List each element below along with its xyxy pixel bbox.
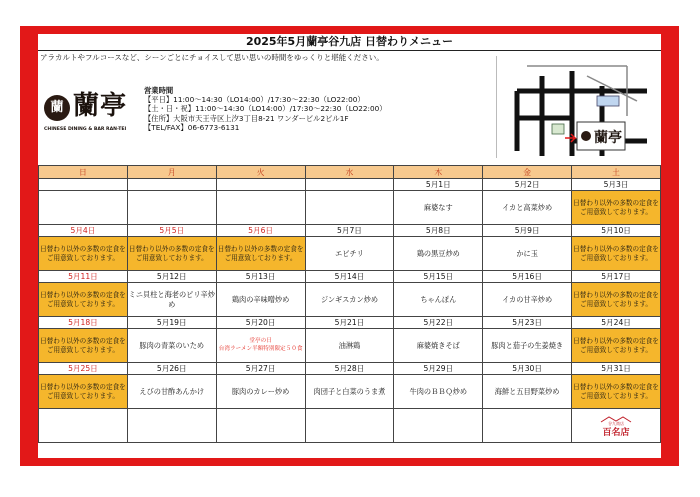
menu-cell-special	[216, 329, 305, 363]
date-cell: 5月27日	[216, 363, 305, 375]
menu-cell: 鶏の黒豆炒め	[394, 237, 483, 271]
badge-cell	[572, 409, 661, 443]
logo-name: 蘭亭	[73, 91, 128, 121]
menu-cell: 牛肉のＢＢＱ炒め	[394, 375, 483, 409]
day-wed: 水	[305, 166, 394, 179]
week-2-dates	[39, 225, 661, 237]
date-cell: 5月19日	[127, 317, 216, 329]
date-cell: 5月8日	[394, 225, 483, 237]
date-cell: 5月15日	[394, 271, 483, 283]
date-cell: 5月9日	[483, 225, 572, 237]
access-map	[496, 56, 657, 158]
menu-cell: かに玉	[483, 237, 572, 271]
day-tue: 火	[216, 166, 305, 179]
empty-cell	[216, 409, 305, 443]
menu-cell-set-meal: 日替わり以外の多数の定食をご用意致しております。	[572, 329, 661, 363]
badge-small-text: 谷九商店	[608, 420, 625, 426]
menu-cell-set-meal: 日替わり以外の多数の定食をご用意致しております。	[127, 237, 216, 271]
date-cell-holiday: 5月11日	[39, 271, 128, 283]
page-title: 2025年5月蘭亭谷九店 日替わりメニュー	[38, 34, 661, 51]
menu-cell: 麻婆なす	[394, 191, 483, 225]
date-cell	[216, 179, 305, 191]
date-cell: 5月29日	[394, 363, 483, 375]
logo-subtitle: CHINESE DINING & BAR RAN-TEI	[44, 127, 127, 132]
menu-cell	[127, 191, 216, 225]
menu-cell	[305, 191, 394, 225]
week-5-dates	[39, 363, 661, 375]
menu-cell: 鶏肉の辛味噌炒め	[216, 283, 305, 317]
badge-main-text: 百名店	[602, 427, 630, 438]
tel-fax: 【TEL/FAX】06-6773-6131	[144, 122, 240, 132]
menu-cell: 肉団子と白菜のうま煮	[305, 375, 394, 409]
date-cell-holiday: 5月18日	[39, 317, 128, 329]
empty-cell	[127, 409, 216, 443]
week-2-menu	[39, 237, 661, 271]
date-cell	[127, 179, 216, 191]
menu-cell: ミニ貝柱と海老のピリ辛炒め	[127, 283, 216, 317]
address: 【住所】大阪市天王寺区上汐3丁目8-21 ワンダービル2ビル1F	[144, 113, 349, 123]
menu-cell: 海鮮と五目野菜炒め	[483, 375, 572, 409]
logo-seal: 蘭	[44, 95, 70, 121]
day-sun: 日	[39, 166, 128, 179]
menu-cell-set-meal: 日替わり以外の多数の定食をご用意致しております。	[572, 191, 661, 225]
menu-cell-set-meal: 日替わり以外の多数の定食をご用意致しております。	[39, 375, 128, 409]
menu-cell	[216, 191, 305, 225]
date-cell-holiday: 5月6日	[216, 225, 305, 237]
date-cell-holiday: 5月5日	[127, 225, 216, 237]
menu-cell: ちゃんぽん	[394, 283, 483, 317]
map-label: 蘭亭	[594, 130, 622, 146]
date-cell: 5月21日	[305, 317, 394, 329]
red-frame	[20, 26, 679, 466]
date-cell: 5月20日	[216, 317, 305, 329]
date-cell: 5月28日	[305, 363, 394, 375]
date-cell: 5月24日	[572, 317, 661, 329]
week-5-menu	[39, 375, 661, 409]
day-mon: 月	[127, 166, 216, 179]
empty-cell	[39, 409, 128, 443]
date-cell: 5月1日	[394, 179, 483, 191]
date-cell: 5月26日	[127, 363, 216, 375]
day-fri: 金	[483, 166, 572, 179]
empty-cell	[305, 409, 394, 443]
menu-sheet	[38, 34, 661, 458]
menu-cell: 豚肉の青菜のいため	[127, 329, 216, 363]
menu-cell-set-meal: 日替わり以外の多数の定食をご用意致しております。	[39, 283, 128, 317]
weekday-header	[39, 166, 661, 179]
menu-cell: イカの甘辛炒め	[483, 283, 572, 317]
date-cell	[305, 179, 394, 191]
date-cell: 5月7日	[305, 225, 394, 237]
menu-cell-set-meal: 日替わり以外の多数の定食をご用意致しております。	[216, 237, 305, 271]
intro-text: アラカルトやフルコースなど、シーンごとにチョイスして思い思いの時間をゆっくりと堪能ください。	[40, 53, 384, 62]
special-line-1: 堂亭の日	[249, 338, 272, 344]
menu-cell-set-meal: 日替わり以外の多数の定食をご用意致しております。	[572, 283, 661, 317]
week-6-empty	[39, 409, 661, 443]
hours-weekend: 【土・日・祝】11:00～14:30（LO14:00）/17:30～22:30（LO22:00）	[144, 104, 387, 114]
menu-cell: 豚肉のカレー炒め	[216, 375, 305, 409]
week-4-menu	[39, 329, 661, 363]
date-cell: 5月12日	[127, 271, 216, 283]
week-3-menu	[39, 283, 661, 317]
date-cell-holiday: 5月25日	[39, 363, 128, 375]
hours-weekday: 【平日】11:00～14:30（LO14:00）/17:30～22:30（LO22:00）	[144, 95, 365, 105]
menu-cell: エビチリ	[305, 237, 394, 271]
week-4-dates	[39, 317, 661, 329]
menu-cell-set-meal: 日替わり以外の多数の定食をご用意致しております。	[572, 237, 661, 271]
week-1-dates	[39, 179, 661, 191]
menu-cell: えびの甘酢あんかけ	[127, 375, 216, 409]
restaurant-logo	[44, 91, 136, 141]
special-line-2: 台湾ラーメン半額特別限定５０食	[218, 345, 303, 352]
menu-cell: 油淋鶏	[305, 329, 394, 363]
menu-cell: ジンギスカン炒め	[305, 283, 394, 317]
date-cell: 5月23日	[483, 317, 572, 329]
menu-cell: 麻婆焼きそば	[394, 329, 483, 363]
hours-heading: 営業時間	[144, 86, 174, 95]
business-info	[144, 86, 474, 132]
date-cell: 5月31日	[572, 363, 661, 375]
date-cell: 5月13日	[216, 271, 305, 283]
date-cell-holiday: 5月4日	[39, 225, 128, 237]
date-cell: 5月10日	[572, 225, 661, 237]
day-sat: 土	[572, 166, 661, 179]
hyakumeiten-badge	[593, 414, 639, 438]
menu-cell	[39, 191, 128, 225]
date-cell: 5月30日	[483, 363, 572, 375]
date-cell: 5月16日	[483, 271, 572, 283]
empty-cell	[483, 409, 572, 443]
menu-cell-set-meal: 日替わり以外の多数の定食をご用意致しております。	[39, 329, 128, 363]
date-cell: 5月17日	[572, 271, 661, 283]
empty-cell	[394, 409, 483, 443]
calendar-grid	[38, 165, 661, 443]
day-thu: 木	[394, 166, 483, 179]
date-cell: 5月3日	[572, 179, 661, 191]
week-1-menu	[39, 191, 661, 225]
date-cell	[39, 179, 128, 191]
date-cell: 5月2日	[483, 179, 572, 191]
map-graphic	[497, 56, 657, 158]
week-3-dates	[39, 271, 661, 283]
date-cell: 5月14日	[305, 271, 394, 283]
menu-cell: 豚肉と茄子の生姜焼き	[483, 329, 572, 363]
menu-cell-set-meal: 日替わり以外の多数の定食をご用意致しております。	[39, 237, 128, 271]
menu-cell: イカと高菜炒め	[483, 191, 572, 225]
date-cell: 5月22日	[394, 317, 483, 329]
menu-cell-set-meal: 日替わり以外の多数の定食をご用意致しております。	[572, 375, 661, 409]
